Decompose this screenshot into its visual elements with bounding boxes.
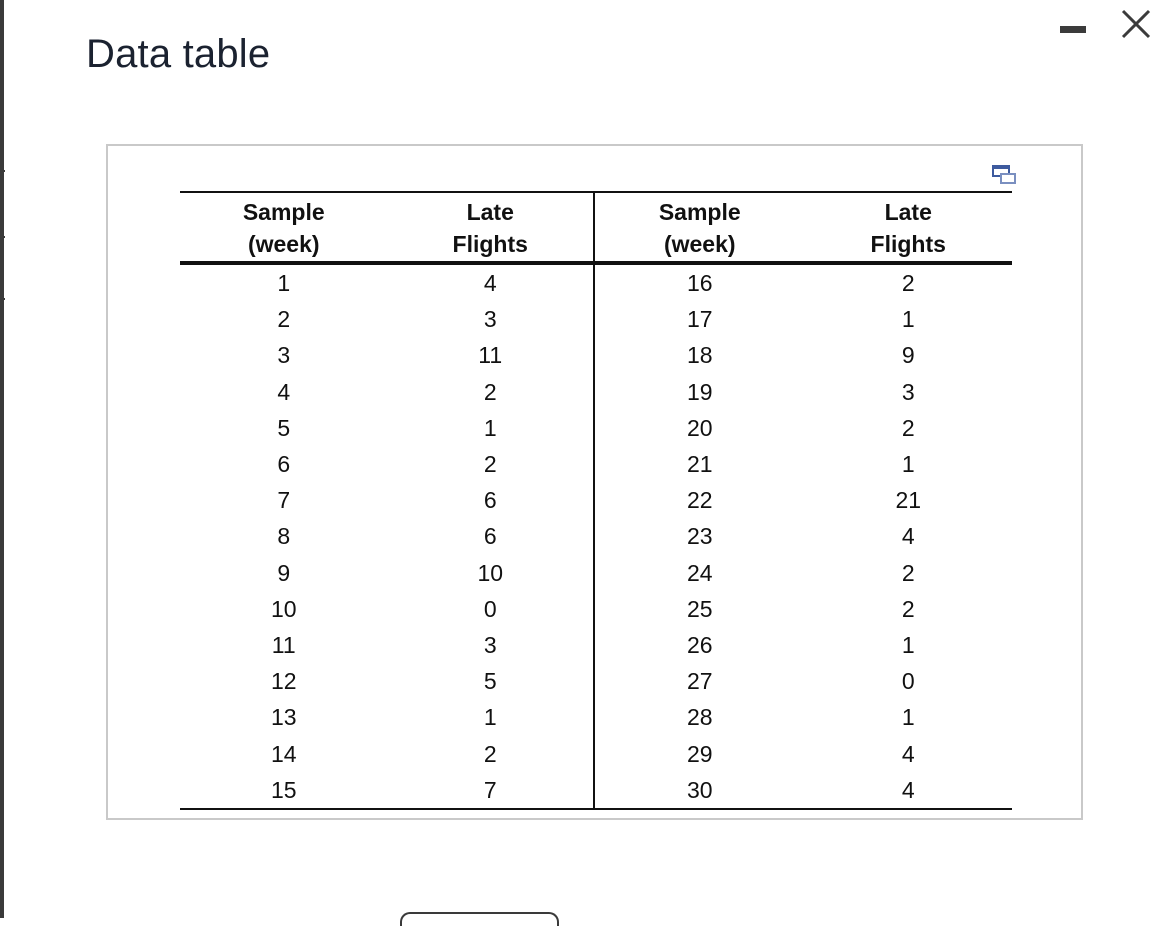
table-row	[180, 337, 1012, 373]
header-late-flights-1	[388, 192, 594, 263]
sample-week-cell: 14	[270, 740, 297, 767]
sample-week-cell: 27	[686, 668, 713, 695]
late-flights-cell: 4	[804, 772, 1012, 809]
late-flights-cell: 7	[388, 772, 594, 809]
ok-button[interactable]	[400, 912, 559, 926]
late-flights-cell: 5	[388, 663, 594, 699]
sample-week-cell: 21	[686, 451, 713, 478]
header-line: Flights	[870, 231, 946, 257]
sample-week-cell: 24	[686, 559, 713, 586]
late-flights-cell: 3	[388, 627, 594, 663]
header-line: Late	[884, 199, 932, 225]
late-flights-table	[180, 191, 1012, 810]
late-flights-cell: 1	[901, 704, 915, 731]
sample-week-cell: 10	[270, 595, 297, 622]
late-flights-cell: 0	[388, 591, 594, 627]
late-flights-cell: 2	[901, 270, 915, 297]
table-row	[180, 446, 1012, 482]
data-table-panel	[106, 144, 1083, 820]
table-row	[180, 591, 1012, 627]
sample-week-cell: 19	[686, 378, 713, 405]
late-flights-cell: 0	[901, 668, 915, 695]
late-flights-cell: 1	[388, 410, 594, 446]
table-row	[180, 410, 1012, 446]
window-edge-tick	[0, 170, 5, 172]
header-line: Sample	[658, 199, 741, 225]
table-row	[180, 263, 1012, 301]
window-left-edge	[0, 0, 4, 918]
sample-week-cell: 26	[686, 631, 713, 658]
late-flights-cell: 2	[388, 446, 594, 482]
window-edge-tick	[0, 236, 5, 238]
late-flights-cell: 1	[901, 451, 915, 478]
late-flights-cell: 2	[388, 735, 594, 771]
sample-week-cell: 17	[686, 306, 713, 333]
late-flights-cell: 1	[388, 699, 594, 735]
minimize-button[interactable]	[1056, 20, 1088, 42]
late-flights-cell: 1	[901, 306, 915, 333]
late-flights-cell: 2	[901, 595, 915, 622]
table-row	[180, 663, 1012, 699]
late-flights-cell: 2	[388, 374, 594, 410]
page-title: Data table	[86, 32, 271, 76]
table-row	[180, 699, 1012, 735]
table-row	[180, 301, 1012, 337]
sample-week-cell: 25	[686, 595, 713, 622]
sample-week-cell: 29	[686, 740, 713, 767]
late-flights-cell: 6	[388, 518, 594, 554]
table-row	[180, 518, 1012, 554]
late-flights-cell: 4	[901, 523, 915, 550]
table-row	[180, 735, 1012, 771]
header-sample-week-2	[594, 192, 805, 263]
minimize-icon	[1060, 26, 1086, 33]
table-row	[180, 555, 1012, 591]
sample-week-cell: 4	[277, 378, 291, 405]
sample-week-cell: 8	[277, 523, 291, 550]
sample-week-cell: 30	[594, 772, 805, 809]
sample-week-cell: 5	[277, 414, 291, 441]
sample-week-cell: 18	[686, 342, 713, 369]
close-icon	[1118, 6, 1154, 42]
header-late-flights-2	[804, 192, 1012, 263]
table-row	[180, 482, 1012, 518]
late-flights-cell: 3	[388, 301, 594, 337]
sample-week-cell: 6	[277, 451, 291, 478]
header-line: Sample	[242, 199, 325, 225]
sample-week-cell: 20	[686, 414, 713, 441]
header-line: Flights	[452, 231, 528, 257]
late-flights-cell: 2	[901, 559, 915, 586]
late-flights-cell: 10	[388, 555, 594, 591]
sample-week-cell: 15	[180, 772, 388, 809]
table-row	[180, 374, 1012, 410]
sample-week-cell: 22	[686, 487, 713, 514]
sample-week-cell: 9	[277, 559, 291, 586]
table-row	[180, 772, 1012, 809]
late-flights-cell: 11	[388, 337, 594, 373]
sample-week-cell: 16	[686, 270, 713, 297]
late-flights-cell: 6	[388, 482, 594, 518]
late-flights-cell: 3	[901, 378, 915, 405]
late-flights-cell: 4	[388, 263, 594, 301]
sample-week-cell: 28	[686, 704, 713, 731]
table-row	[180, 627, 1012, 663]
window-edge-tick	[0, 298, 5, 300]
late-flights-cell: 9	[901, 342, 915, 369]
late-flights-cell: 21	[895, 487, 922, 514]
header-sample-week-1	[180, 192, 388, 263]
sample-week-cell: 7	[277, 487, 291, 514]
popout-button[interactable]	[991, 163, 1019, 187]
header-line: Late	[466, 199, 514, 225]
table-header-row	[180, 192, 1012, 263]
header-line: (week)	[247, 231, 320, 257]
sample-week-cell: 12	[270, 668, 297, 695]
late-flights-cell: 1	[901, 631, 915, 658]
sample-week-cell: 1	[277, 270, 291, 297]
sample-week-cell: 13	[270, 704, 297, 731]
sample-week-cell: 23	[686, 523, 713, 550]
sample-week-cell: 11	[271, 631, 296, 658]
header-line: (week)	[663, 231, 736, 257]
sample-week-cell: 3	[277, 342, 291, 369]
late-flights-cell: 2	[901, 414, 915, 441]
popout-icon	[991, 163, 1019, 187]
close-button[interactable]	[1118, 6, 1154, 42]
sample-week-cell: 2	[277, 306, 291, 333]
late-flights-cell: 4	[901, 740, 915, 767]
